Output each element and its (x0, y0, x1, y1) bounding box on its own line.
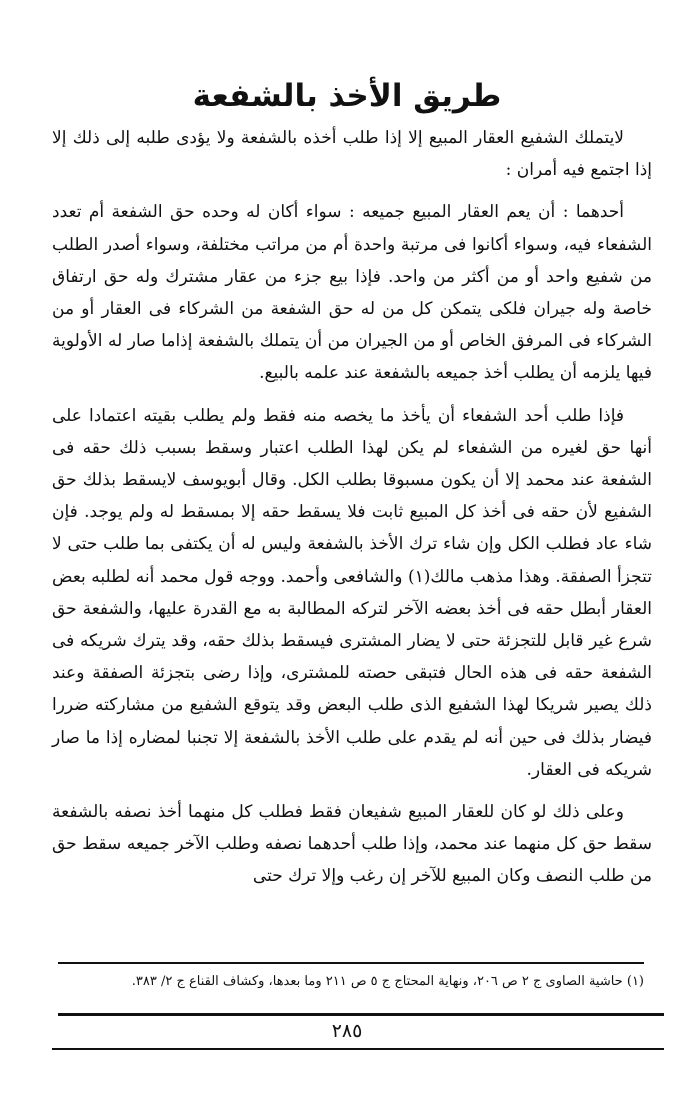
paragraph: فإذا طلب أحد الشفعاء أن يأخذ ما يخصه منه فقط ولم يطلب بقيته اعتمادا على أنها حق لغيره من الشفعاء لم يكن لهذا الطلب اعتبار وسقط بسبب ذلك حقه فى الشفعة عند محمد إلا أن يكون مسبوقا بطلب الكل. وقال أبويوسف لايسقط بذلك حق الشفيع لأن حقه فى أخذ كل المبيع ثابت فلا يسقط حقه إلا بمسقط له ولم يوجد. فإن شاء عاد فطلب الكل وإن شاء ترك الأخذ بالشفعة وليس له أن يكتفى بما طلب حتى لا تتجزأ الصفقة. وهذا مذهب مالك(١) والشافعى وأحمد. ووجه قول محمد أنه لطلبه بعض العقار أبطل حقه فى أخذ بعضه الآخر لتركه المطالبة به مع القدرة عليها، والشفعة حق شرع غير قابل للتجزئة حتى لا يضار المشترى فيسقط بذلك حقه، وقد يترك شريكه فى الشفعة حقه فى هذه الحال فتبقى حصته للمشترى، وإذا رضى بتجزئة الصفقة وعند ذلك يصير شريكا لهذا الشفيع الذى طلب البعض وقد يتوقع الشفيع من مشاركته ضررا فيضار بذلك فى حين أنه لم يقدم على طلب الأخذ بالشفعة إلا تجنبا لمضاره إذا ما صار شريكه فى العقار. (52, 405, 652, 780)
paragraph: وعلى ذلك لو كان للعقار المبيع شفيعان فقط فطلب كل منهما أخذ نصفه بالشفعة سقط حق كل منهما عند محمد، وإذا طلب أحدهما نصفه وطلب الآخر جميعه سقط حق من طلب النصف وكان المبيع للآخر إن رغب وإلا ترك حتى (52, 802, 652, 887)
page-bottom-rule (58, 1013, 664, 1016)
body-text (52, 122, 652, 893)
paragraph: أحدهما : أن يعم العقار المبيع جميعه : سواء أكان له وحده حق الشفعة أم تعدد الشفعاء فيه، وسواء أكانوا فى مرتبة واحدة أم من مراتب مختلفة، وسواء أصدر الطلب من شفيع واحد أو من أكثر من واحد. فإذا بيع جزء من عقار مشترك وله حق ارتفاق خاصة وله جيران فلكى يتمكن كل من له حق الشفعة من الشركاء فى العقار أو من الشركاء فى المرفق الخاص أو من الجيران من أن يتملك بالشفعة إذاما صار له الأولوية فيها يلزمه أن يطلب أخذ جميعه بالشفعة عند علمه بالبيع. (52, 202, 652, 384)
section-title: طريق الأخذ بالشفعة (192, 78, 502, 114)
page-number: ٢٨٥ (331, 1020, 363, 1042)
page-bottom-line (52, 1048, 664, 1050)
footnote: (١) حاشية الصاوى ج ٢ ص ٢٠٦، ونهاية المحتاج ج ٥ ص ٢١١ وما بعدها، وكشاف القناع ج ٢/ ٣٨٣. (131, 974, 644, 989)
paragraph: لايتملك الشفيع العقار المبيع إلا إذا طلب أخذه بالشفعة ولا يؤدى طلبه إلى ذلك إلا إذا اجتمع فيه أمران : (52, 128, 652, 181)
footnote-divider (58, 962, 644, 964)
